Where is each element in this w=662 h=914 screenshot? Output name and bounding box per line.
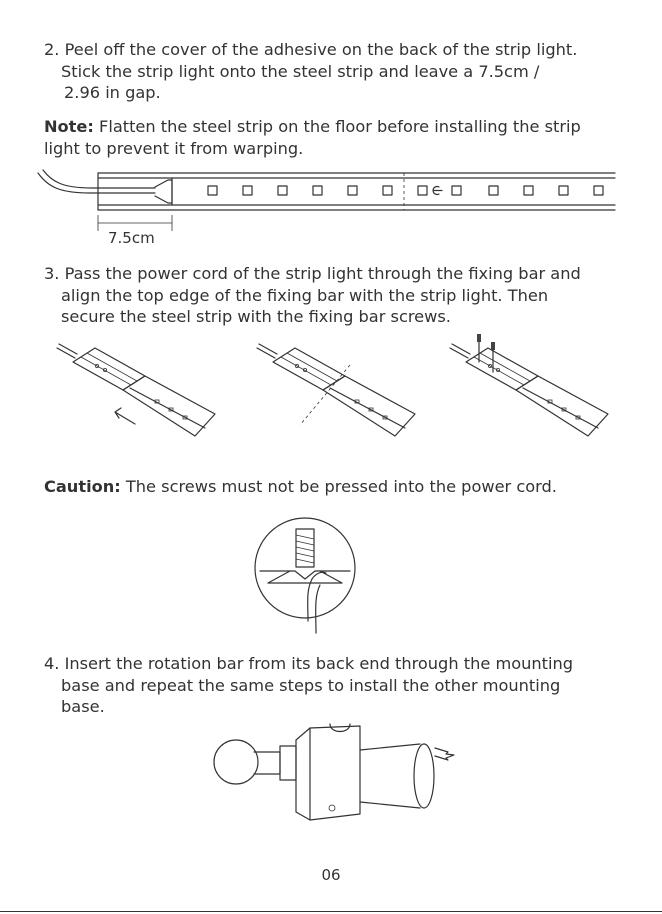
step-2-line-2: Stick the strip light onto the steel strip and leave a 7.5cm / xyxy=(61,61,540,81)
mounting-base-illustration xyxy=(210,722,460,832)
strip-light-illustration xyxy=(30,165,630,250)
page-number: 06 xyxy=(321,866,341,884)
cut-mark-icon xyxy=(433,187,442,195)
fixing-bar-step-b-illustration xyxy=(255,340,425,450)
fixing-bar-step-c-illustration xyxy=(448,332,618,450)
gap-dimension-label: 7.5cm xyxy=(108,229,155,247)
step-2-line-1: 2. Peel off the cover of the adhesive on the back of the strip light. xyxy=(44,40,578,59)
step-3-line-2: align the top edge of the fixing bar with the strip light. Then xyxy=(61,285,549,305)
step-4-line-1: 4. Insert the rotation bar from its back end through the mounting xyxy=(44,654,574,673)
step-4-line-2: base and repeat the same steps to install the other mounting xyxy=(61,675,561,695)
caution-text xyxy=(44,476,644,498)
step-2-line-3: 2.96 in gap. xyxy=(64,83,161,102)
step-4-text xyxy=(44,653,644,718)
step-4-line-3: base. xyxy=(61,697,105,716)
caution-label: Caution: xyxy=(44,477,121,496)
led-chips xyxy=(208,186,603,195)
caution-message: The screws must not be pressed into the power cord. xyxy=(120,477,557,496)
step-3-line-3: secure the steel strip with the fixing bar screws. xyxy=(61,307,451,326)
bottom-rule xyxy=(0,911,662,912)
step-3-text xyxy=(44,263,644,328)
note-line-2: light to prevent it from warping. xyxy=(44,138,304,158)
note-label: Note: xyxy=(44,117,94,136)
fixing-bar-step-a-illustration xyxy=(55,340,225,450)
screw-cord-detail-illustration xyxy=(250,513,360,635)
note-line-1: Flatten the steel strip on the floor before installing the strip xyxy=(93,117,581,136)
step-3-line-1: 3. Pass the power cord of the strip light through the fixing bar and xyxy=(44,264,581,283)
note-text xyxy=(44,116,644,159)
step-2-text xyxy=(44,39,644,104)
